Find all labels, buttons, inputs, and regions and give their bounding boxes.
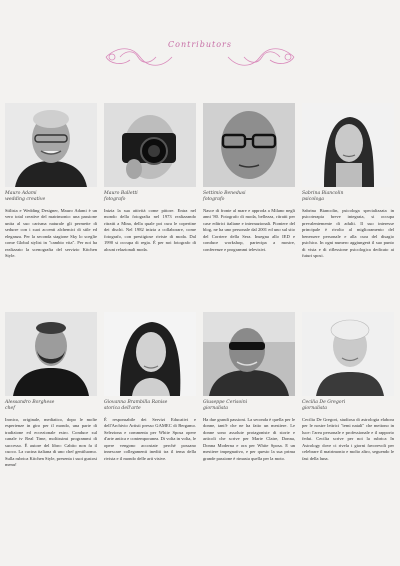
contributor-name: Sabrina Biancolin <box>302 191 344 196</box>
contributor-name: Giovanna Brambilla Ranise <box>104 400 168 405</box>
contributor-bio: Stilista e Wedding Designer, Mauro Adami è un vero total creative del matrimonio: una passione unita al suo carisma naturale gli permette di sedurre con i suoi accenti alchemici di stile ed eleganza. Per la seconda stagione Sky lo sceglie come Global stylist in "cambio vita". Per noi ha realizzato la scenografia del servizio Kitchen Style. <box>5 208 97 259</box>
contributor-role: chef <box>5 405 15 411</box>
contributor-bio: Ha due grandi passioni. La seconda è quella per le donne, tant'è che ne ha fatto un mestiere. Le donne sono assolute protagoniste di storie e articoli che scrive per Marie Claire, Donna, Donna Moderna e ora per White Sposa. E un mestiere impegnativo, e per questo la sua prima grande passione è rimasta quella per la moto. <box>203 417 295 461</box>
contributor-portrait <box>5 312 97 396</box>
contributor-card <box>5 103 97 304</box>
contributor-name: Giuseppe Cerisoini <box>203 400 248 405</box>
contributor-card <box>203 103 295 304</box>
contributor-role: giornalista <box>203 405 228 411</box>
contributor-bio: Cecilia De Gregori, studiosa di astrologia elabora per le nostre lettrici "temi natali" che mettono in luce: l'area personale e professionale e il rapporto fedui. Cecilia scrive per noi la rubrica In Astrology dove ci rivela i giorni favorevoli per celebrare il matrimonio e molto altro, seguendo le fasi della luna. <box>302 417 394 461</box>
contributor-portrait <box>104 103 196 187</box>
contributors-row <box>5 312 397 513</box>
contributor-card <box>203 312 295 513</box>
contributor-name: Mauro Adami <box>5 191 37 196</box>
contributor-role: fotografo <box>104 196 126 202</box>
contributor-role: psicologa <box>302 196 325 202</box>
contributor-role: fotografo <box>203 196 225 202</box>
contributor-name: Cecilia De Gregori <box>302 400 346 405</box>
contributor-portrait <box>302 103 394 187</box>
contributor-name: Mauro Balletti <box>104 191 138 196</box>
contributor-card <box>5 312 97 513</box>
contributor-role: giornalista <box>302 405 327 411</box>
contributor-portrait <box>302 312 394 396</box>
contributor-portrait <box>203 103 295 187</box>
contributor-card <box>302 103 394 304</box>
contributors-grid <box>5 103 397 513</box>
contributor-portrait <box>203 312 295 396</box>
contributor-bio: Nasce di fronte al mare e approda a Milano negli anni '80. Fotografo di moda, bellezza, ritratti per case editrici italiane e internazionali. Pioniere del blog, ne ha uno personale dal 2001 ed uno sul sito del Corriere della Sera. Insegna allo IED e conduce workshop, partecipa a mostre, conferenze e programmi televisivi. <box>203 208 295 252</box>
contributor-bio: Sabrina Biancolin, psicologa specializzata in psicoterapia breve integrata, si occupa prevalentemente di adulti. Il suo interesse principale è rivolto al miglioramento del benessere personale e alla cura del disagio psichico. In ogni numero aggiungerà il suo punto di vista e di riflessione psicologica dedicato ai futuri sposi. <box>302 208 394 259</box>
contributor-bio: Inizia la sua attività come pittore. Entra nel mondo della fotografia nel 1973 realizzando ritratti a Mina, della quale poi cura le copertine dei dischi. Nel 1982 inizia a collaborare, come fotografo, con prestigiose riviste di moda. Dal 1990 si occupa di regia. È per noi fotografo di alcuni relazionali moda. <box>104 208 196 252</box>
contributor-bio: È responsabile dei Servizi Educativi e dell'Archivio Artisti presso GAMEC di Bergamo. Seleziona e commenta per White Sposa opere d'arte antica e contemporanea. Di volta in volta, le opere vengono accostate perché possano innescare collegamenti inediti tra il tema della rivista e il mondo delle arti visive. <box>104 417 196 461</box>
contributor-role: wedding creative <box>5 196 46 202</box>
contributor-role: storica dell'arte <box>104 405 141 411</box>
contributor-card <box>302 312 394 513</box>
contributor-name: Alessandro Borghese <box>5 400 55 405</box>
contributor-portrait <box>5 103 97 187</box>
contributor-card <box>104 103 196 304</box>
contributor-name: Settimio Benedusi <box>203 191 246 196</box>
contributor-bio: Ironico, originale, mediatico, dopo le molte esperienze in giro per il mondo, una parte di tradizione ed eccezionale estro. Conduce sul canale tv Real Time, moltissimi programmi di successo. È autore del libro: Cabito non fa il cuoco. La cucina italiana di uno chef gentiluomo. Sulla rubrica Kitchen Style, presenta i suoi gustosi menu! <box>5 417 97 468</box>
contributors-row <box>5 103 397 304</box>
contributor-portrait <box>104 312 196 396</box>
section-title: Contributors <box>168 40 232 49</box>
page-header <box>0 0 400 82</box>
contributor-card <box>104 312 196 513</box>
